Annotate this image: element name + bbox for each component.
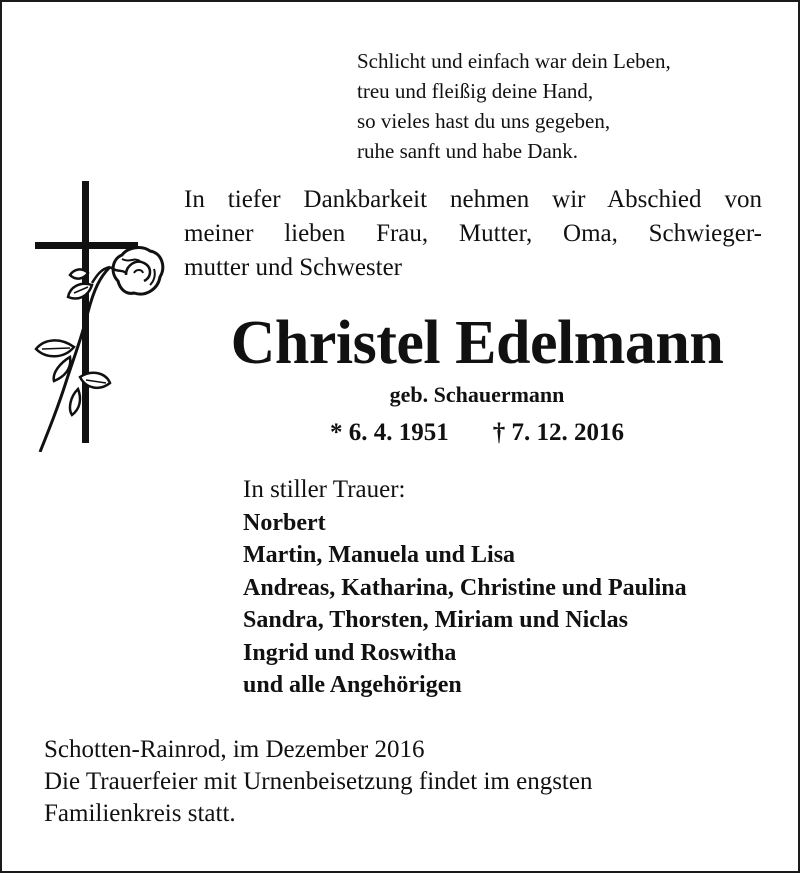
intro-line: In tiefer Dankbarkeit nehmen wir Abschied von bbox=[184, 186, 762, 213]
mourner-line: Andreas, Katharina, Christine und Paulina bbox=[243, 574, 687, 601]
ceremony-info: Die Trauerfeier mit Urnenbeisetzung findet im engsten bbox=[44, 768, 593, 795]
birth-date: * 6. 4. 1951 bbox=[330, 419, 449, 446]
mourning-heading: In stiller Trauer: bbox=[243, 476, 406, 503]
memorial-poem bbox=[357, 46, 777, 166]
mourner-line: Norbert bbox=[243, 509, 326, 536]
maiden-name: geb. Schauermann bbox=[389, 382, 565, 407]
mourner-line: und alle Angehörigen bbox=[243, 672, 462, 698]
mourners-block bbox=[243, 474, 783, 702]
life-dates bbox=[192, 416, 762, 450]
ceremony-info: Familienkreis statt. bbox=[44, 800, 236, 827]
cross-horizontal-beam bbox=[35, 242, 138, 249]
intro-line: mutter und Schwester bbox=[184, 254, 403, 281]
mourner-line: Ingrid und Roswitha bbox=[243, 639, 457, 666]
mourner-line: Sandra, Thorsten, Miriam und Niclas bbox=[243, 607, 628, 633]
poem-line: so vieles hast du uns gegeben, bbox=[357, 109, 611, 133]
mourner-line: Martin, Manuela und Lisa bbox=[243, 542, 516, 568]
deceased-name: Christel Edelmann bbox=[230, 309, 724, 377]
funeral-notice bbox=[44, 734, 784, 830]
poem-line: treu und fleißig deine Hand, bbox=[357, 79, 594, 103]
place-and-date: Schotten-Rainrod, im Dezember 2016 bbox=[44, 736, 425, 763]
farewell-intro bbox=[184, 183, 762, 285]
rose-leaves bbox=[36, 269, 110, 415]
poem-line: ruhe sanft und habe Dank. bbox=[357, 139, 579, 163]
leaf-veins bbox=[42, 287, 106, 383]
death-date: † 7. 12. 2016 bbox=[492, 419, 624, 446]
poem-line: Schlicht und einfach war dein Leben, bbox=[357, 49, 671, 73]
cross-with-rose-icon bbox=[30, 177, 170, 452]
intro-line: meiner lieben Frau, Mutter, Oma, Schwieger- bbox=[184, 220, 762, 247]
